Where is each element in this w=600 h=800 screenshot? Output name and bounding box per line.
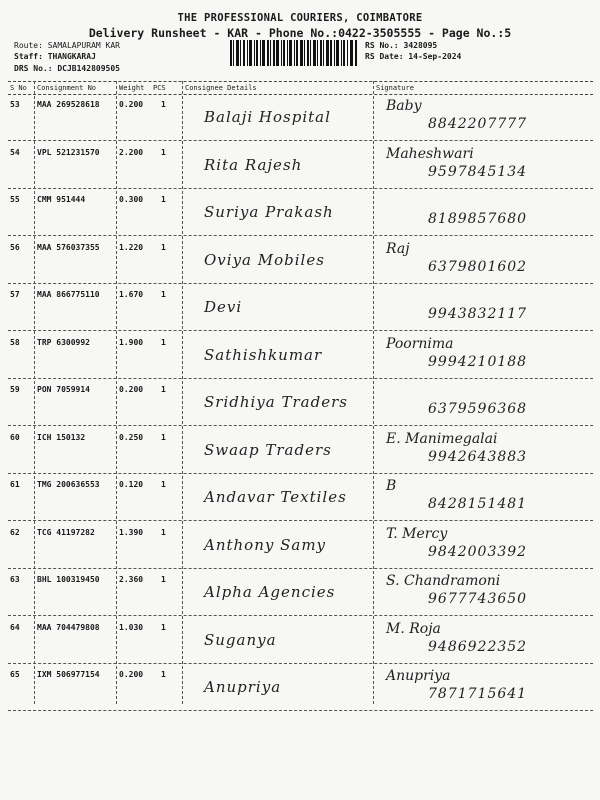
serial-number: 59 [10,385,20,394]
phone-handwriting: 8189857680 [428,211,528,227]
signature-handwriting: E. Manimegalai [386,430,498,447]
col-signature: Signature [376,84,414,92]
phone-handwriting: 8842207777 [428,116,528,132]
table-row [8,664,593,711]
consignment-number: CMM 951444 [37,195,86,204]
weight-value: 0.200 [119,100,144,109]
pieces-count: 1 [161,622,166,632]
table-row [8,569,593,616]
serial-number: 53 [10,100,20,109]
consignment-number: MAA 269528618 [37,100,100,109]
rs-number: RS No.: 3428095 [365,41,438,50]
table-row [8,189,593,236]
consignee-handwriting: Oviya Mobiles [204,250,325,269]
consignment-number: MAA 866775110 [37,290,100,299]
serial-number: 64 [10,622,20,632]
consignee-handwriting: Anthony Samy [204,535,327,554]
table-header [8,81,593,95]
phone-handwriting: 9842003392 [428,543,528,560]
pieces-count: 1 [161,100,166,109]
phone-handwriting: 7871715641 [428,686,528,702]
serial-number: 60 [10,432,20,442]
serial-number: 65 [10,670,20,679]
consignee-handwriting: Andavar Textiles [204,488,347,506]
table-row [8,332,593,379]
col-sno: S No [10,84,27,92]
weight-value: 1.220 [119,242,144,252]
col-consignment: Consignment No [37,84,97,92]
weight-value: 0.300 [119,195,144,204]
consignee-handwriting: Alpha Agencies [204,583,336,601]
weight-value: 2.360 [119,575,144,584]
consignee-handwriting: Rita Rajesh [204,155,303,174]
phone-handwriting: 9597845134 [428,163,528,180]
runsheet-title: Delivery Runsheet - KAR - Phone No.:0422-3505555 - Page No.:5 [88,26,512,40]
weight-value: 1.900 [119,337,144,347]
phone-handwriting: 9486922352 [428,638,528,655]
table-row [8,94,593,141]
col-weight: Weight [119,84,145,92]
barcode-image [230,40,358,66]
weight-value: 0.200 [119,385,144,394]
signature-handwriting: T. Mercy [386,525,448,542]
serial-number: 57 [10,290,20,299]
consignment-number: VPL 521231570 [37,147,100,157]
serial-number: 58 [10,337,20,347]
pieces-count: 1 [161,195,166,204]
serial-number: 63 [10,575,20,584]
staff-label: Staff: THANGKARAJ [14,52,96,61]
table-row [8,237,593,284]
pieces-count: 1 [161,385,166,394]
pieces-count: 1 [161,337,166,347]
consignment-number: ICH 150132 [37,432,86,442]
phone-handwriting: 9677743650 [428,591,528,607]
consignment-number: IXM 506977154 [37,670,100,679]
pieces-count: 1 [161,480,166,489]
rs-date: RS Date: 14-Sep-2024 [365,52,462,61]
serial-number: 61 [10,480,20,489]
weight-value: 0.250 [119,432,144,442]
col-consignee: Consignee Details [185,84,257,92]
route-label: Route: SAMALAPURAM KAR [14,41,120,50]
serial-number: 54 [10,147,20,157]
phone-handwriting: 8428151481 [428,496,528,512]
weight-value: 2.200 [119,147,144,157]
consignee-handwriting: Suganya [204,630,277,649]
weight-value: 0.120 [119,480,144,489]
signature-handwriting: Poornima [386,335,454,352]
phone-handwriting: 9994210188 [428,353,528,370]
signature-handwriting: S. Chandramoni [386,573,501,589]
signature-handwriting: M. Roja [386,620,441,637]
table-row [8,474,593,521]
signature-handwriting: B [386,478,397,494]
pieces-count: 1 [161,147,166,157]
consignee-handwriting: Swaap Traders [204,440,332,459]
company-title: THE PROFESSIONAL COURIERS, COIMBATORE [177,12,423,24]
consignee-handwriting: Sathishkumar [204,345,323,364]
consignee-handwriting: Sridhiya Traders [204,393,348,411]
table-row [8,522,593,569]
phone-handwriting: 6379596368 [428,401,528,417]
serial-number: 55 [10,195,20,204]
table-row [8,427,593,474]
phone-handwriting: 9943832117 [428,306,528,322]
consignment-number: TCG 41197282 [37,527,95,537]
pieces-count: 1 [161,670,166,679]
weight-value: 0.200 [119,670,144,679]
consignment-number: BHL 100319450 [37,575,100,584]
table-row [8,617,593,664]
consignment-number: TRP 6300992 [37,337,90,347]
serial-number: 62 [10,527,20,537]
signature-handwriting: Anupriya [386,668,451,684]
phone-handwriting: 9942643883 [428,448,528,465]
consignment-number: MAA 704479808 [37,622,100,632]
pieces-count: 1 [161,432,166,442]
weight-value: 1.030 [119,622,144,632]
table-row [8,379,593,426]
pieces-count: 1 [161,290,166,299]
consignee-handwriting: Balaji Hospital [204,108,331,126]
signature-handwriting: Raj [386,240,410,257]
consignment-number: PON 7059914 [37,385,90,394]
consignment-number: MAA 576037355 [37,242,100,252]
weight-value: 1.390 [119,527,144,537]
pieces-count: 1 [161,575,166,584]
table-row [8,142,593,189]
consignee-handwriting: Devi [204,298,243,316]
serial-number: 56 [10,242,20,252]
col-pcs: PCS [153,84,166,92]
drs-number: DRS No.: DCJB142809505 [14,64,120,73]
pieces-count: 1 [161,527,166,537]
weight-value: 1.670 [119,290,144,299]
signature-handwriting: Maheshwari [386,145,474,162]
consignee-handwriting: Suriya Prakash [204,203,334,221]
consignee-handwriting: Anupriya [204,678,282,696]
phone-handwriting: 6379801602 [428,258,528,275]
pieces-count: 1 [161,242,166,252]
table-row [8,284,593,331]
consignment-number: TMG 200636553 [37,480,100,489]
signature-handwriting: Baby [386,98,422,114]
